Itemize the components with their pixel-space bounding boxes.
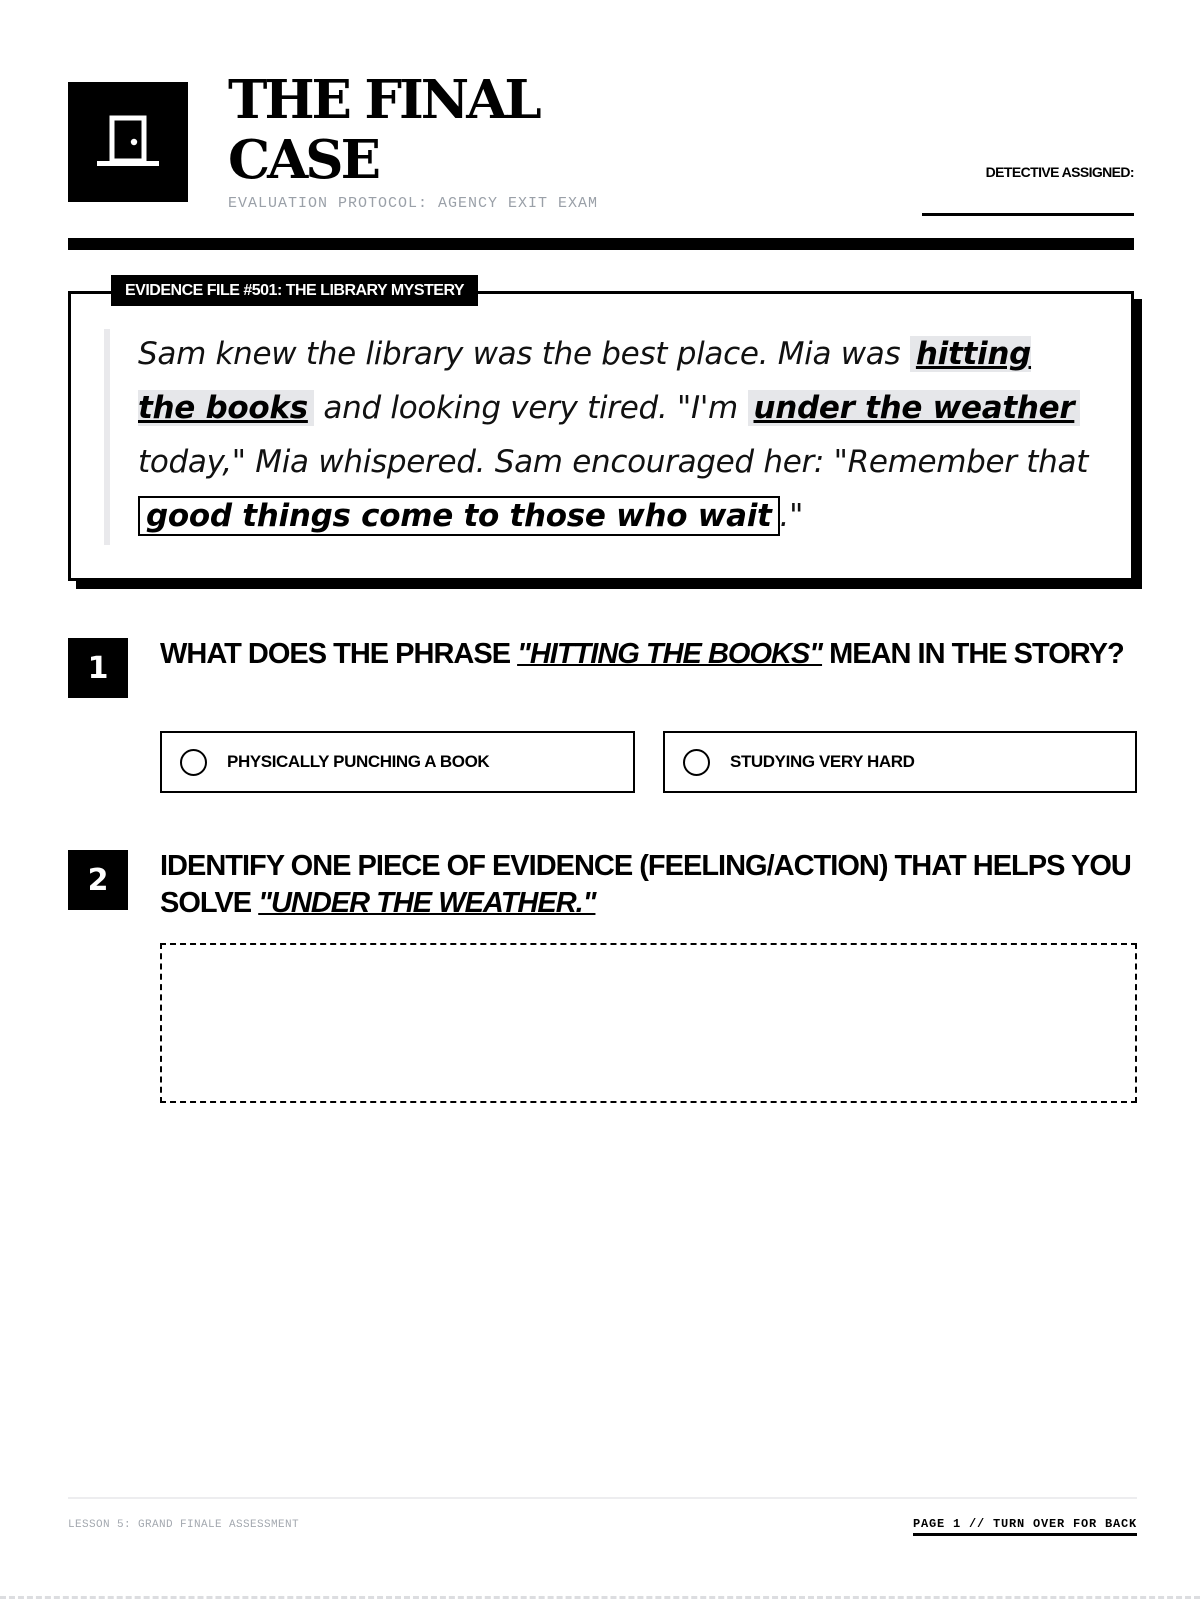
footer-divider [68,1497,1137,1499]
option-label: PHYSICALLY PUNCHING A BOOK [227,752,490,771]
footer-page-label: PAGE 1 // TURN OVER FOR BACK [913,1517,1137,1536]
question-1-text [160,636,1140,673]
logo-box [68,82,188,202]
header-divider [68,238,1134,250]
question-2-number: 2 [68,850,128,910]
footer-lesson-label: LESSON 5: GRAND FINALE ASSESSMENT [68,1519,300,1531]
story-part-2: and looking very tired. "I'm [313,390,748,426]
story-part-1: Sam knew the library was the best place. Mia was [138,336,910,372]
detective-name-field[interactable] [922,213,1134,216]
question-2-idiom: "UNDER THE WEATHER." [258,887,596,919]
question-2-text [160,848,1140,922]
question-1-idiom: "HITTING THE BOOKS" [517,638,823,670]
page-subtitle: EVALUATION PROTOCOL: AGENCY EXIT EXAM [228,195,599,212]
question-2-answer-box[interactable] [160,943,1137,1103]
page-title [228,70,648,190]
evidence-file-tag: EVIDENCE FILE #501: THE LIBRARY MYSTERY [111,275,478,306]
question-1-prefix: WHAT DOES THE PHRASE [160,638,518,670]
question-1-suffix: MEAN IN THE STORY? [822,638,1124,670]
page-cut-line [0,1596,1200,1599]
option-physically-punching[interactable] [160,731,635,793]
option-studying-very-hard[interactable] [663,731,1137,793]
idiom-good-things-come: good things come to those who wait [138,496,780,536]
story-part-4: ." [779,498,804,534]
question-2-prefix: IDENTIFY ONE PIECE OF EVIDENCE (FEELING/ACTION) THAT HELPS YOU SOLVE [160,850,1131,919]
story-text [138,327,1098,543]
radio-icon[interactable] [180,749,207,776]
door-icon [95,115,161,169]
story-quote-bar [104,329,110,545]
question-1-number: 1 [68,638,128,698]
title-line-2: CASE [228,129,378,191]
radio-icon[interactable] [683,749,710,776]
story-part-3: today," Mia whispered. Sam encouraged her: "Remember that [138,444,1089,480]
idiom-hitting-the-books: hitting the books [138,336,1032,426]
detective-assigned-label: DETECTIVE ASSIGNED: [985,164,1134,180]
idiom-under-the-weather: under the weather [748,390,1081,426]
title-line-1: THE FINAL [228,69,539,131]
option-label: STUDYING VERY HARD [730,752,915,771]
